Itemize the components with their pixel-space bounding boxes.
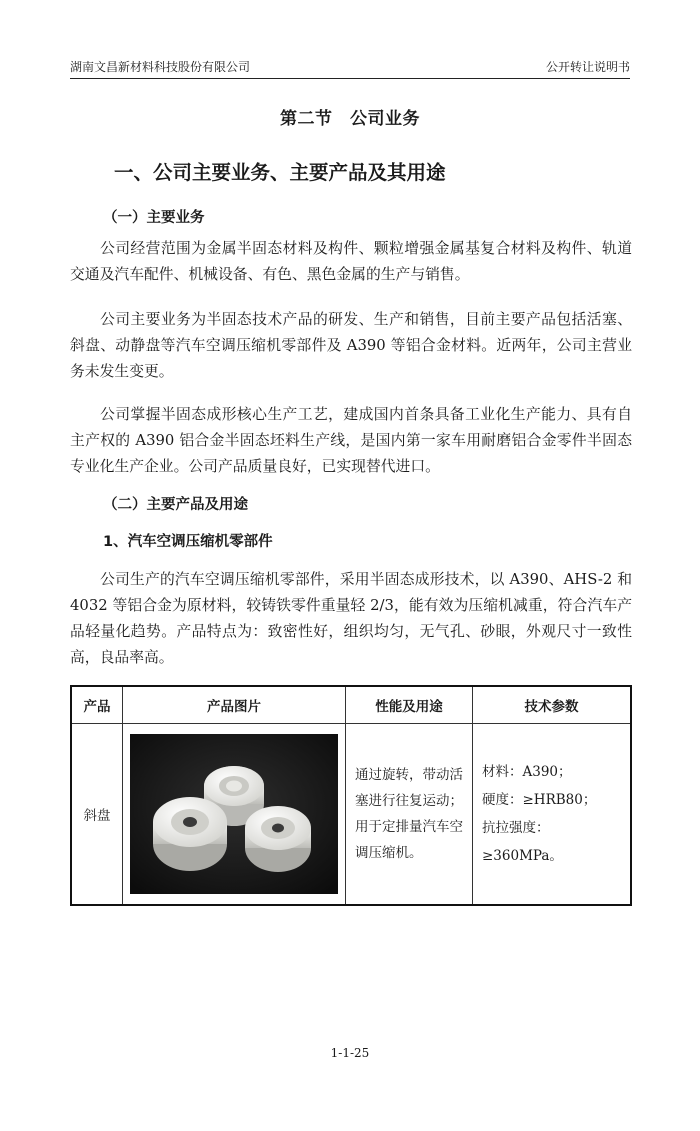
- header-usage: 性能及用途: [346, 686, 473, 724]
- header-company: 湖南文昌新材料科技股份有限公司: [70, 60, 251, 74]
- usage-line: 用于定排量汽车空调压缩机。: [355, 819, 463, 861]
- product-spec-table: [70, 685, 632, 906]
- header-product: 产品: [71, 686, 123, 724]
- subsection-title-products: （二）主要产品及用途: [103, 497, 248, 513]
- cell-params: [473, 724, 632, 906]
- table-header-row: [71, 686, 631, 724]
- cell-product-name: 斜盘: [71, 724, 123, 906]
- swash-plate-image: [130, 734, 338, 894]
- param-material: 材料：A390；: [482, 764, 572, 780]
- section-title: 第二节 公司业务: [280, 109, 420, 129]
- paragraph-core-technology: 公司掌握半固态成形核心生产工艺，建成国内首条具备工业化生产能力、具有自主产权的 A390 铝合金半固态坯料生产线，是国内第一家车用耐磨铝合金零件半固态专业化生产企业。公司产品质量良好，已实现替代进口。: [70, 406, 632, 475]
- subsection-title-business: （一）主要业务: [103, 210, 205, 226]
- param-hardness: 硬度：≥HRB80；: [482, 792, 597, 808]
- header-doc-type: 公开转让说明书: [545, 60, 630, 74]
- product-item-title: 1、汽车空调压缩机零部件: [103, 534, 273, 550]
- paragraph-business-scope: 公司经营范围为金属半固态材料及构件、颗粒增强金属基复合材料及构件、轨道交通及汽车配件、机械设备、有色、黑色金属的生产与销售。: [70, 240, 632, 283]
- paragraph-compressor-parts: 公司生产的汽车空调压缩机零部件，采用半固态成形技术，以 A390、AHS-2 和 4032 等铝合金为原材料，较铸铁零件重量轻 2/3，能有效为压缩机减重，符合汽车产品轻量化趋势。产品特点为：致密性好，组织均匀，无气孔、砂眼，外观尺寸一致性高，良品率高。: [70, 571, 632, 666]
- cell-product-image: [123, 724, 346, 906]
- header-params: 技术参数: [473, 686, 632, 724]
- header-product-image: 产品图片: [123, 686, 346, 724]
- param-tensile-strength: 抗拉强度：≥360MPa。: [482, 820, 563, 864]
- page-header: [70, 56, 630, 79]
- table-row: [71, 724, 631, 906]
- main-heading: 一、公司主要业务、主要产品及其用途: [114, 161, 446, 184]
- usage-line: 通过旋转，带动活塞进行往复运动；: [355, 767, 463, 809]
- page-number: 1-1-25: [330, 1046, 370, 1060]
- swash-plate-photo: [130, 734, 338, 894]
- cell-usage: [346, 724, 473, 906]
- paragraph-main-business: 公司主要业务为半固态技术产品的研发、生产和销售，目前主要产品包括活塞、斜盘、动静盘等汽车空调压缩机零部件及 A390 等铝合金材料。近两年，公司主营业务未发生变更。: [70, 311, 632, 380]
